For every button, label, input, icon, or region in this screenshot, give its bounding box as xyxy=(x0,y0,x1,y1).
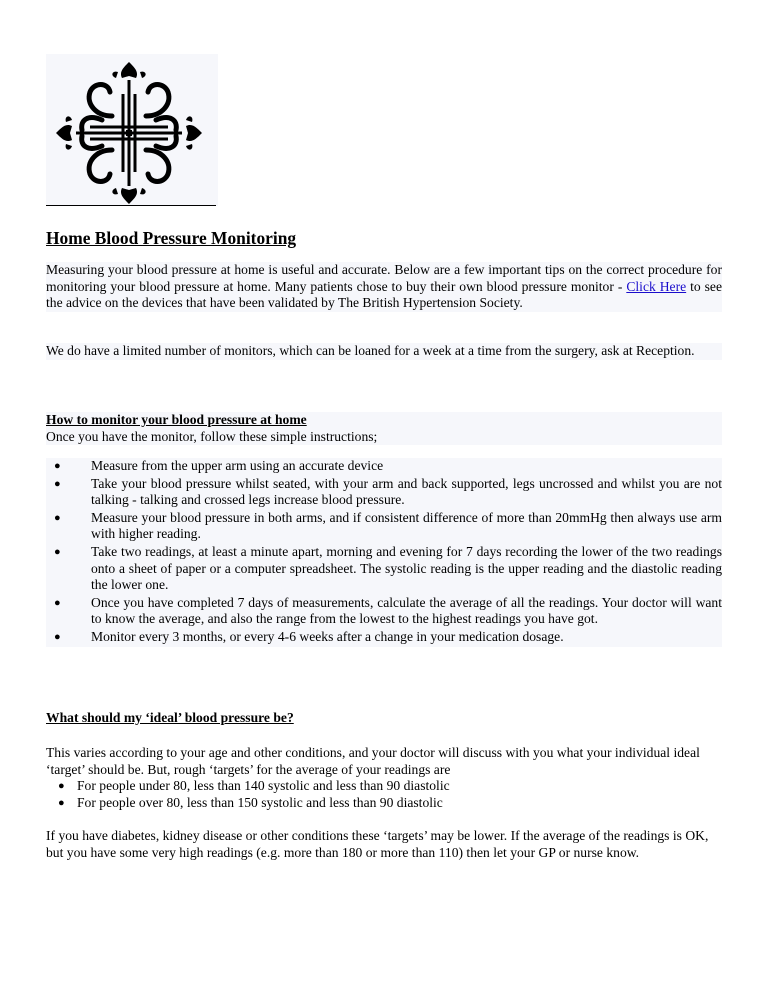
list-item: ● Measure from the upper arm using an accurate device xyxy=(54,458,384,473)
loan-paragraph: We do have a limited number of monitors, which can be loaned for a week at a time from the surgery, ask at Reception. xyxy=(46,343,722,360)
how-to-list xyxy=(46,458,722,647)
logo-panel xyxy=(46,54,218,206)
ideal-text: This varies according to your age and other conditions, and your doctor will discuss with you what your individual ideal ‘target’ should be. But, rough ‘targets’ for the average of your readings are xyxy=(46,745,700,777)
bullet-icon: ● xyxy=(54,460,61,472)
list-item: ● Take your blood pressure whilst seated, with your arm and back supported, legs uncrossed and whilst you are not talking - talking and crossed legs increase blood pressure. xyxy=(54,475,722,508)
how-to-heading: How to monitor your blood pressure at home xyxy=(46,412,307,427)
closing-paragraph: If you have diabetes, kidney disease or other conditions these ‘targets’ may be lower. If the average of the readings is OK, but you have some very high readings (e.g. more than 180 or more than 110) then let your GP or nurse know. xyxy=(46,828,709,860)
intro-paragraph xyxy=(46,262,722,312)
bullet-icon: ● xyxy=(54,511,61,524)
list-item: ● Monitor every 3 months, or every 4-6 weeks after a change in your medication dosage. xyxy=(54,628,564,644)
bullet-icon: ● xyxy=(54,630,61,643)
ideal-list xyxy=(46,778,722,811)
click-here-link[interactable]: Click Here xyxy=(626,278,687,294)
ideal-section xyxy=(46,745,722,811)
bullet-icon: ● xyxy=(54,596,61,609)
bullet-icon: ● xyxy=(54,477,61,490)
intro-text-after: to see the advice on the devices that have been validated by The British Hypertension Society. xyxy=(46,278,722,311)
list-item: ● Take two readings, at least a minute apart, morning and evening for 7 days recording the lower of the two readings onto a sheet of paper or a computer spreadsheet. The systolic reading is the upper reading and the diastolic reading the lower one. xyxy=(54,543,722,593)
list-item: ● For people over 80, less than 150 systolic and less than 90 diastolic xyxy=(58,794,443,810)
list-item: ● For people under 80, less than 140 systolic and less than 90 diastolic xyxy=(58,778,450,794)
logo-divider xyxy=(46,205,216,206)
bullet-icon: ● xyxy=(58,780,65,793)
list-item: ● Measure your blood pressure in both arms, and if consistent difference of more than 20mmHg then always use arm with higher reading. xyxy=(54,509,722,542)
ideal-heading: What should my ‘ideal’ blood pressure be? xyxy=(46,710,294,725)
bullet-icon: ● xyxy=(58,796,65,809)
list-item: ● Once you have completed 7 days of measurements, calculate the average of all the readings. Your doctor will want to know the average, and also the range from the lowest to the highest readings you have got. xyxy=(54,594,722,627)
how-to-lead: Once you have the monitor, follow these simple instructions; xyxy=(46,428,378,444)
celtic-cross-logo-icon xyxy=(46,54,218,206)
how-to-section xyxy=(46,412,722,445)
bullet-icon: ● xyxy=(54,545,61,558)
intro-text-before: Measuring your blood pressure at home is useful and accurate. Below are a few important tips on the correct procedure for monitoring your blood pressure at home. Many patients chose to buy their own blood pressure monitor - xyxy=(46,262,722,294)
page-title: Home Blood Pressure Monitoring xyxy=(46,228,297,248)
